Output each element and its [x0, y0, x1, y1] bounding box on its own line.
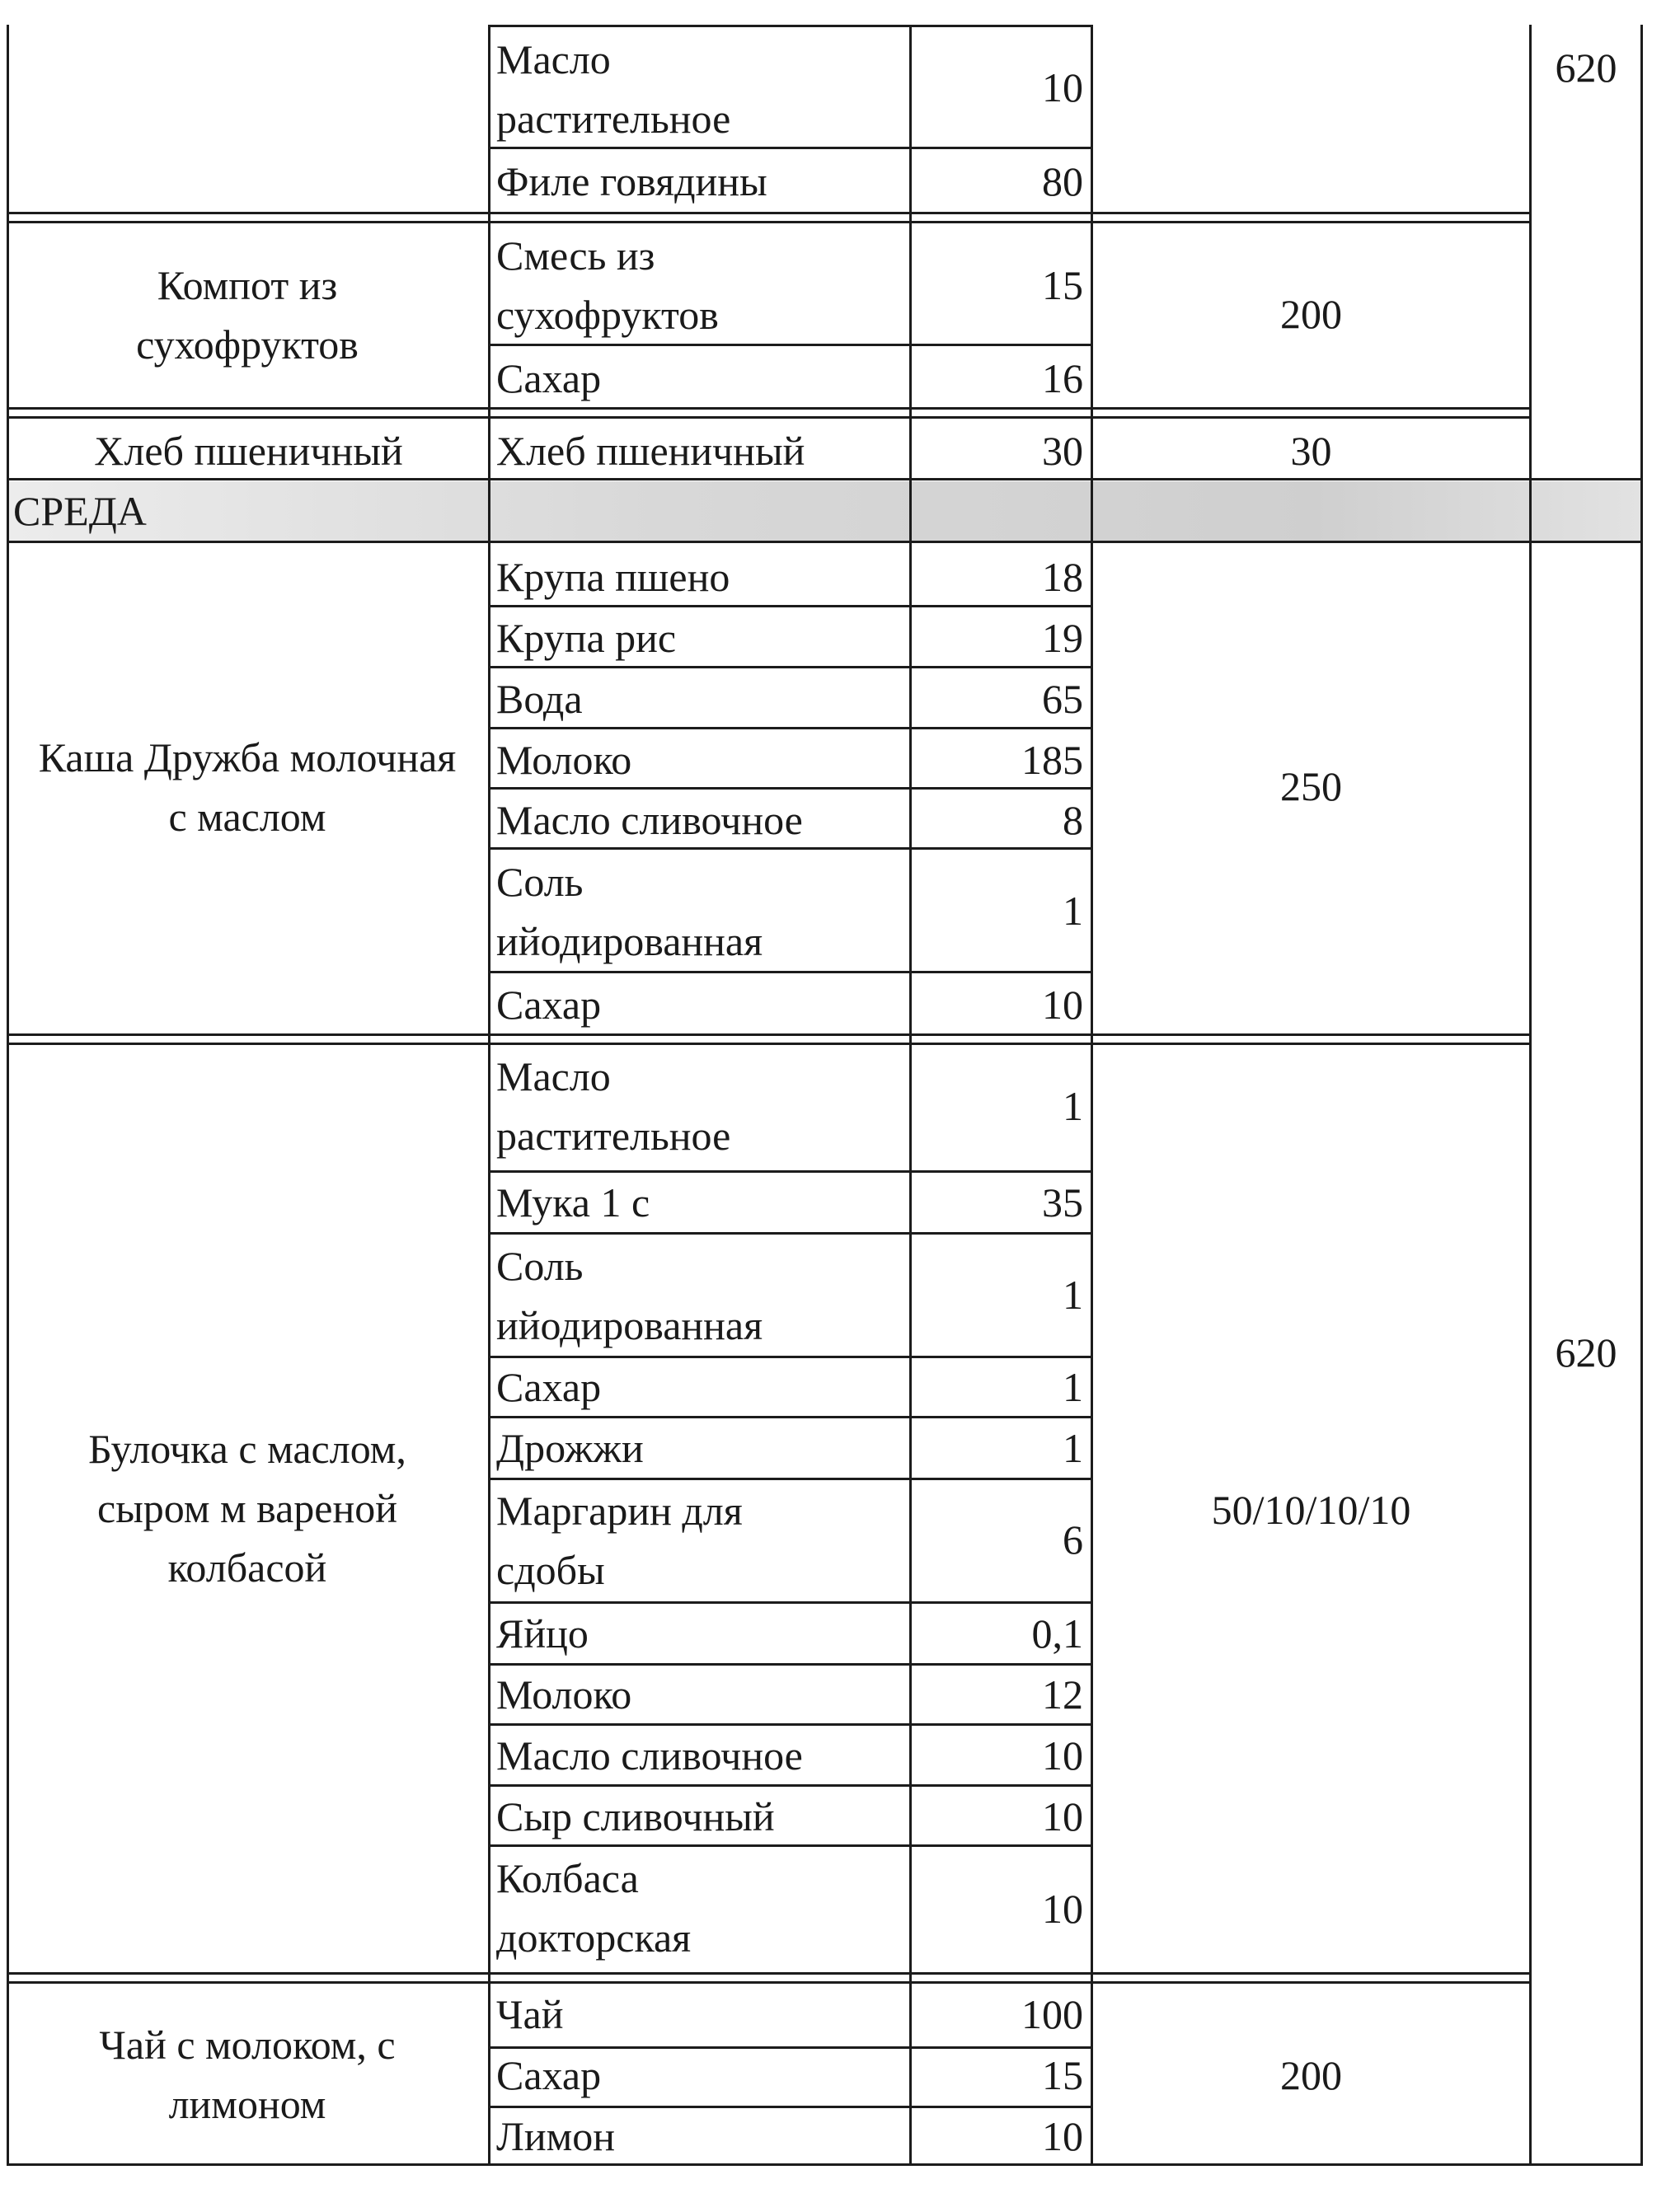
ingredient-name: Крупа рис	[496, 615, 677, 661]
ingredient-qty: 30	[1042, 428, 1083, 474]
ingredient-qty: 35	[1042, 1179, 1083, 1226]
dish-name: Чай с молоком, с лимоном	[99, 2022, 396, 2127]
ingredient-name: Сахар	[496, 1364, 602, 1410]
group-separator	[7, 1043, 1532, 1045]
ingredient-name: Филе говядины	[496, 158, 767, 204]
ingredient-qty: 10	[1042, 1732, 1083, 1779]
ingredient-qty: 1	[1063, 1425, 1083, 1471]
ingredient-qty: 1	[1063, 1272, 1083, 1318]
ingredient-name: Соль ийодированная	[496, 1243, 763, 1348]
ingredient-name: Лимон	[496, 2113, 616, 2159]
group-separator	[7, 541, 1643, 543]
group-separator	[7, 1972, 1532, 1975]
ingredient-qty: 1	[1063, 888, 1083, 934]
ingredient-qty: 6	[1063, 1516, 1083, 1563]
group-separator	[7, 212, 1532, 214]
group-separator	[7, 1981, 1532, 1984]
portion-size: 200	[1280, 291, 1342, 337]
ingredient-name: Масло сливочное	[496, 1732, 803, 1779]
ingredient-name: Молоко	[496, 1671, 632, 1718]
ingredient-qty: 80	[1042, 158, 1083, 204]
ingredient-name: Сыр сливочный	[496, 1793, 775, 1839]
ingredient-qty: 15	[1042, 2052, 1083, 2098]
ingredient-name: Крупа пшено	[496, 554, 730, 600]
ingredient-qty: 19	[1042, 615, 1083, 661]
ingredient-name: Дрожжи	[496, 1425, 644, 1471]
ingredient-name: Молоко	[496, 737, 632, 783]
ingredient-name: Яйцо	[496, 1610, 589, 1657]
ingredient-qty: 100	[1021, 1991, 1083, 2037]
dish-name: Каша Дружба молочная с маслом	[38, 734, 457, 840]
ingredient-name: Сахар	[496, 2052, 602, 2098]
group-separator	[7, 221, 1532, 223]
grid-line	[7, 25, 9, 2166]
grid-line	[1640, 25, 1643, 2166]
ingredient-qty: 65	[1042, 676, 1083, 722]
ingredient-name: Смесь из сухофруктов	[496, 232, 719, 338]
portion-size: 200	[1280, 2052, 1342, 2098]
ingredient-qty: 16	[1042, 355, 1083, 401]
portion-size: 250	[1280, 763, 1342, 809]
ingredient-qty: 18	[1042, 554, 1083, 600]
dish-name: Компот из сухофруктов	[136, 262, 359, 368]
ingredient-qty: 8	[1063, 797, 1083, 843]
grid-line	[488, 971, 1093, 973]
ingredient-name: Мука 1 с	[496, 1179, 650, 1226]
ingredient-qty: 12	[1042, 1671, 1083, 1718]
grid-line	[488, 25, 1093, 27]
ingredient-qty: 10	[1042, 982, 1083, 1028]
day-heading-band	[7, 481, 1643, 541]
group-separator	[7, 2163, 1643, 2166]
total-top: 620	[1555, 45, 1617, 91]
ingredient-name: Сахар	[496, 355, 602, 401]
group-separator	[7, 1033, 1532, 1036]
ingredient-name: Хлеб пшеничный	[496, 428, 805, 474]
ingredient-qty: 15	[1042, 262, 1083, 308]
dish-name: Булочка с маслом, сыром м вареной колбасой	[88, 1426, 406, 1591]
day-heading: СРЕДА	[13, 488, 147, 534]
grid-line	[488, 1232, 1093, 1235]
ingredient-qty: 185	[1021, 737, 1083, 783]
grid-line	[1091, 25, 1093, 2166]
ingredient-name: Масло растительное	[496, 36, 731, 142]
ingredient-qty: 10	[1042, 1886, 1083, 1932]
ingredient-name: Маргарин для сдобы	[496, 1488, 743, 1593]
grid-line	[1529, 25, 1532, 2166]
ingredient-qty: 0,1	[1031, 1610, 1083, 1657]
ingredient-name: Масло сливочное	[496, 797, 803, 843]
ingredient-qty: 1	[1063, 1364, 1083, 1410]
ingredient-qty: 10	[1042, 2113, 1083, 2159]
ingredient-name: Сахар	[496, 982, 602, 1028]
dish-name: Хлеб пшеничный	[94, 428, 403, 474]
grid-line	[488, 25, 490, 2166]
ingredient-qty: 10	[1042, 64, 1083, 110]
grid-line	[488, 1478, 1093, 1480]
ingredient-name: Чай	[496, 1991, 564, 2037]
ingredient-qty: 10	[1042, 1793, 1083, 1839]
ingredient-qty: 1	[1063, 1083, 1083, 1129]
group-separator	[7, 407, 1532, 410]
ingredient-name: Масло растительное	[496, 1053, 731, 1159]
portion-size: 50/10/10/10	[1211, 1487, 1411, 1533]
group-separator	[7, 416, 1532, 419]
ingredient-name: Соль ийодированная	[496, 859, 763, 964]
ingredient-name: Колбаса докторская	[496, 1855, 692, 1961]
total-wednesday: 620	[1555, 1329, 1617, 1375]
ingredient-name: Вода	[496, 676, 583, 722]
portion-size: 30	[1290, 428, 1332, 474]
